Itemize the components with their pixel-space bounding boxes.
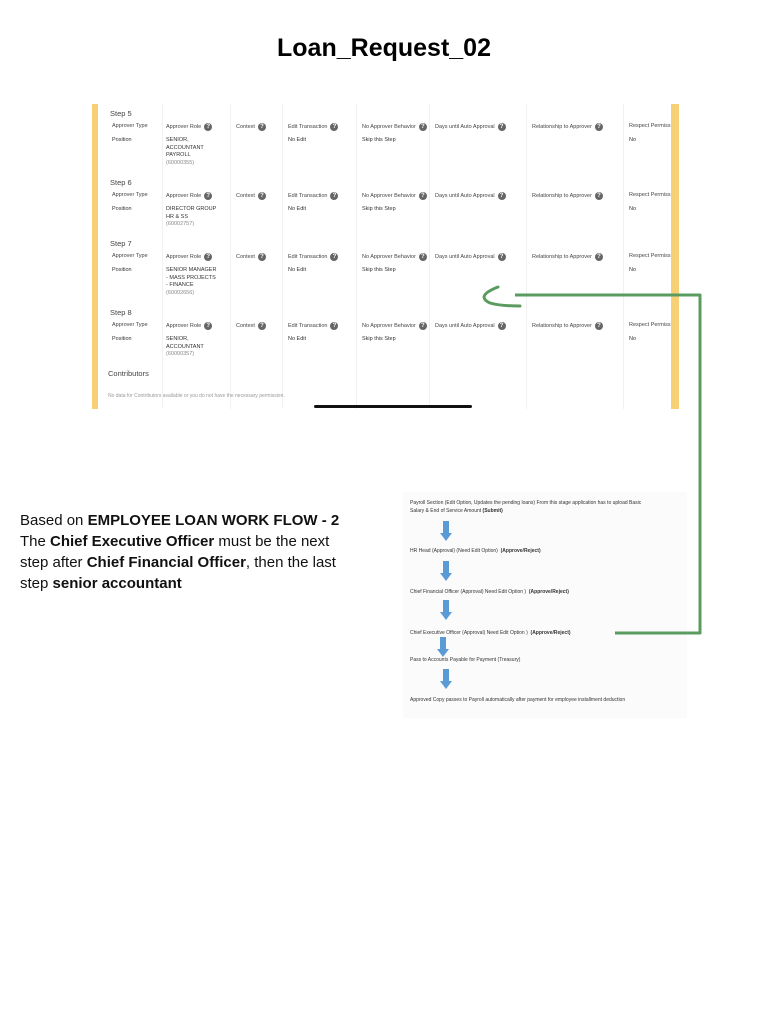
- column-header: [362, 123, 427, 131]
- help-icon[interactable]: ?: [595, 192, 603, 200]
- note-emphasis: senior accountant: [52, 575, 182, 592]
- role-code: (60002656): [166, 289, 195, 296]
- role-code: (60002757): [166, 221, 195, 227]
- column-header-label: Respect Permiss: [629, 123, 671, 129]
- approver-role-value[interactable]: [166, 137, 204, 167]
- column-header: [629, 253, 671, 259]
- column-header: [435, 322, 506, 330]
- workflow-action: (Approve/Reject): [500, 548, 541, 554]
- column-divider: [282, 104, 283, 409]
- workflow-text: HR Head (Approval) (Need Edit Option): [410, 548, 498, 554]
- column-header-label: Approver Type: [112, 253, 148, 259]
- workflow-action: (Submit): [482, 508, 503, 514]
- role-line: PAYROLL: [166, 152, 191, 158]
- help-icon[interactable]: ?: [258, 123, 266, 131]
- column-header-label: Context: [236, 193, 255, 199]
- help-icon[interactable]: ?: [330, 253, 338, 261]
- column-header-label: No Approver Behavior: [362, 254, 416, 260]
- column-divider: [429, 104, 430, 409]
- step-title: Step 8: [110, 308, 132, 317]
- page-title: Loan_Request_02: [277, 34, 491, 62]
- note-text: Based on: [20, 512, 88, 529]
- approver-type-value: Position: [112, 336, 132, 342]
- role-code: (60000357): [166, 351, 195, 357]
- help-icon[interactable]: ?: [330, 322, 338, 330]
- help-icon[interactable]: ?: [595, 322, 603, 330]
- column-header: [288, 253, 338, 261]
- approver-role-value[interactable]: [166, 206, 216, 229]
- approval-steps-panel: [92, 104, 679, 409]
- note-emphasis: Chief Financial Officer: [86, 554, 246, 571]
- approver-role-value[interactable]: [166, 267, 216, 297]
- column-divider: [526, 104, 527, 409]
- column-header: [166, 322, 212, 330]
- column-header-label: Approver Role: [166, 193, 202, 199]
- column-header: [288, 192, 338, 200]
- step-title: Step 5: [110, 109, 132, 118]
- no-approver-behavior-value: Skip this Step: [362, 267, 396, 273]
- help-icon[interactable]: ?: [498, 123, 506, 131]
- role-line: - MASS PROJECTS: [166, 274, 216, 281]
- help-icon[interactable]: ?: [204, 192, 212, 200]
- column-header-label: Approver Role: [166, 124, 202, 130]
- workflow-action: (Approve/Reject): [530, 630, 571, 636]
- help-icon[interactable]: ?: [258, 192, 266, 200]
- role-line: DIRECTOR GROUP: [166, 206, 217, 212]
- column-header: [362, 322, 427, 330]
- column-divider: [623, 104, 624, 409]
- column-header-label: Context: [236, 254, 255, 260]
- help-icon[interactable]: ?: [330, 192, 338, 200]
- step-title: Step 7: [110, 239, 132, 248]
- column-header-label: No Approver Behavior: [362, 193, 416, 199]
- approver-type-value: Position: [112, 267, 132, 273]
- edit-transaction-value: No Edit: [288, 336, 307, 342]
- help-icon[interactable]: ?: [498, 322, 506, 330]
- note-text: The: [20, 533, 51, 550]
- role-line: SENIOR,: [166, 336, 189, 342]
- help-icon[interactable]: ?: [419, 322, 427, 330]
- workflow-step-ceo: [410, 629, 571, 637]
- workflow-text: Approved Copy passes to Payroll automatically after payment for employee installment deduction: [410, 697, 626, 703]
- horizontal-scrollbar[interactable]: [314, 405, 472, 408]
- column-header: [532, 253, 603, 261]
- workflow-step-payroll: [410, 499, 641, 515]
- column-header: [112, 253, 148, 259]
- help-icon[interactable]: ?: [204, 123, 212, 131]
- help-icon[interactable]: ?: [498, 253, 506, 261]
- note-text: must be the next: [214, 533, 330, 550]
- column-header: [288, 322, 338, 330]
- role-line: SENIOR MANAGER: [166, 267, 217, 273]
- column-header-label: Respect Permiss: [629, 253, 671, 259]
- edit-transaction-value: No Edit: [288, 137, 307, 143]
- workflow-text: Payroll Section (Edit Option, Updates the pending loans) From this stage application has to upload Basic: [410, 500, 642, 506]
- role-code: (60000355): [166, 159, 195, 166]
- column-header: [166, 253, 212, 261]
- column-header-label: Approver Type: [112, 192, 148, 198]
- column-header-label: Respect Permiss: [629, 192, 671, 198]
- column-header: [629, 123, 671, 129]
- column-header: [236, 322, 266, 330]
- note-text: , then the last: [245, 554, 336, 571]
- workflow-step-payable: [410, 656, 520, 664]
- column-header: [435, 123, 506, 131]
- workflow-text: Chief Financial Officer (Approval) Need Edit Option ): [410, 589, 527, 595]
- help-icon[interactable]: ?: [204, 322, 212, 330]
- note-text: step after: [20, 554, 87, 571]
- approver-role-value[interactable]: [166, 336, 204, 359]
- steps-container: [98, 104, 671, 409]
- no-approver-behavior-value: Skip this Step: [362, 206, 396, 212]
- help-icon[interactable]: ?: [419, 192, 427, 200]
- edit-transaction-value: No Edit: [288, 206, 307, 212]
- no-approver-behavior-value: Skip this Step: [362, 336, 396, 342]
- column-header-label: Relationship to Approver: [532, 124, 592, 130]
- column-header: [112, 192, 148, 198]
- step-title: Step 6: [110, 178, 132, 187]
- column-header-label: Edit Transaction: [288, 193, 328, 199]
- column-header-label: Approver Type: [112, 322, 148, 328]
- column-header: [288, 123, 338, 131]
- panel-right-border: [671, 104, 679, 409]
- help-icon[interactable]: ?: [498, 192, 506, 200]
- column-header: [236, 192, 266, 200]
- column-header: [166, 123, 212, 131]
- help-icon[interactable]: ?: [258, 253, 266, 261]
- column-header-label: Approver Role: [166, 323, 202, 329]
- role-line: - FINANCE: [166, 282, 194, 288]
- workflow-step-final: [410, 696, 625, 704]
- note-emphasis: Chief Executive Officer: [50, 533, 215, 550]
- approver-type-value: Position: [112, 137, 132, 143]
- help-icon[interactable]: ?: [258, 322, 266, 330]
- column-header: [362, 253, 427, 261]
- respect-permissions-value: No: [629, 137, 637, 143]
- no-approver-behavior-value: Skip this Step: [362, 137, 396, 143]
- help-icon[interactable]: ?: [419, 253, 427, 261]
- column-divider: [230, 104, 231, 409]
- respect-permissions-value: No: [629, 267, 637, 273]
- column-header-label: Relationship to Approver: [532, 254, 592, 260]
- role-line: ACCOUNTANT: [166, 343, 204, 350]
- column-header-label: Context: [236, 323, 255, 329]
- approver-type-value: Position: [112, 206, 132, 212]
- column-header-label: Approver Type: [112, 123, 148, 129]
- note-emphasis: EMPLOYEE LOAN WORK FLOW - 2: [87, 512, 340, 529]
- explanation-note: [20, 510, 380, 594]
- column-header: [362, 192, 427, 200]
- column-header: [166, 192, 212, 200]
- column-header-label: Days until Auto Approval: [435, 193, 495, 199]
- role-line: ACCOUNTANT: [166, 144, 204, 151]
- column-header-label: Days until Auto Approval: [435, 124, 495, 130]
- help-icon[interactable]: ?: [595, 253, 603, 261]
- edit-transaction-value: No Edit: [288, 267, 307, 273]
- column-divider: [162, 104, 163, 409]
- column-header-label: Edit Transaction: [288, 323, 328, 329]
- column-header: [435, 192, 506, 200]
- help-icon[interactable]: ?: [330, 123, 338, 131]
- column-header: [629, 192, 671, 198]
- column-header-label: Context: [236, 124, 255, 130]
- workflow-step-hr: [410, 547, 541, 555]
- column-header: [435, 253, 506, 261]
- role-line: HR & SS: [166, 213, 189, 220]
- column-header-label: Relationship to Approver: [532, 323, 592, 329]
- help-icon[interactable]: ?: [204, 253, 212, 261]
- note-text: step: [20, 575, 53, 592]
- column-header-label: Relationship to Approver: [532, 193, 592, 199]
- column-header: [236, 253, 266, 261]
- workflow-text: Pass to Accounts Payable for Payment (Treasury): [410, 657, 521, 663]
- column-header-label: Days until Auto Approval: [435, 323, 495, 329]
- column-header-label: Edit Transaction: [288, 254, 328, 260]
- respect-permissions-value: No: [629, 336, 637, 342]
- help-icon[interactable]: ?: [419, 123, 427, 131]
- workflow-text: Chief Executive Officer (Approval) Need Edit Option ): [410, 630, 528, 636]
- role-line: SENIOR,: [166, 137, 189, 143]
- column-divider: [356, 104, 357, 409]
- column-header-label: No Approver Behavior: [362, 323, 416, 329]
- column-header: [629, 322, 671, 328]
- column-header-label: Days until Auto Approval: [435, 254, 495, 260]
- column-header-label: No Approver Behavior: [362, 124, 416, 130]
- column-header: [532, 322, 603, 330]
- loan-workflow-diagram: [403, 492, 687, 718]
- column-header: [112, 123, 148, 129]
- workflow-step-cfo: [410, 588, 569, 596]
- column-header: [532, 123, 603, 131]
- column-header-label: Respect Permiss: [629, 322, 671, 328]
- column-header-label: Approver Role: [166, 254, 202, 260]
- column-header: [532, 192, 603, 200]
- workflow-text: Salary & End of Service Amount: [410, 508, 482, 514]
- contributors-title: Contributors: [108, 369, 149, 378]
- column-header: [112, 322, 148, 328]
- respect-permissions-value: No: [629, 206, 637, 212]
- help-icon[interactable]: ?: [595, 123, 603, 131]
- contributors-message: No data for Contributors available or you do not have the necessary permission.: [108, 393, 285, 399]
- workflow-action: (Approve/Reject): [528, 589, 569, 595]
- column-header: [236, 123, 266, 131]
- column-header-label: Edit Transaction: [288, 124, 328, 130]
